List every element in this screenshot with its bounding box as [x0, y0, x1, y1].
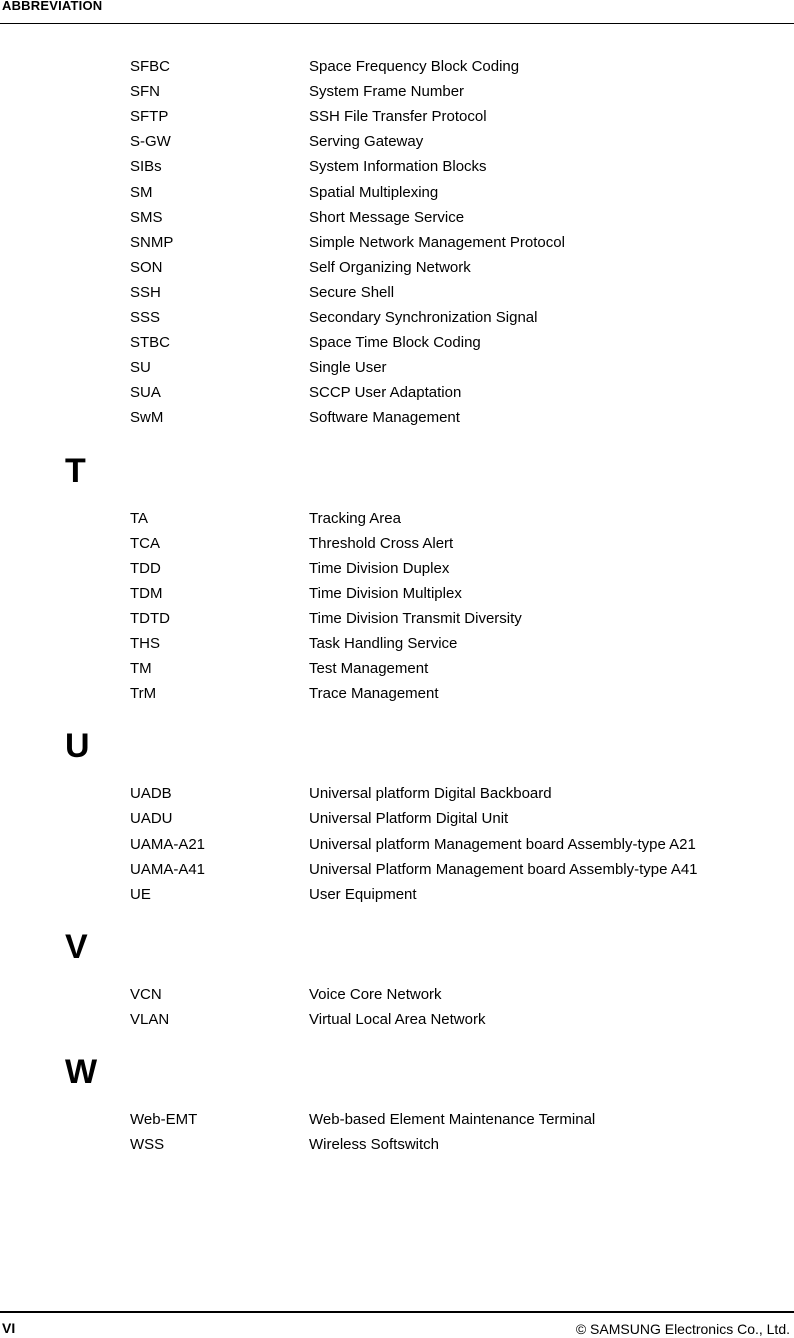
abbreviation: STBC — [130, 334, 171, 352]
abbreviation: SFBC — [130, 58, 171, 75]
abbreviation-entry — [0, 383, 794, 403]
abbreviation: SMS — [130, 208, 163, 226]
abbreviation: TrM — [130, 685, 157, 703]
abbreviation-meaning: Space Time Block Coding — [309, 334, 481, 352]
section-letter: T — [65, 451, 86, 490]
abbreviation: TDM — [130, 584, 163, 602]
abbreviation-entry — [0, 358, 794, 378]
abbreviation-entry — [0, 860, 794, 880]
abbreviation-entry — [0, 333, 794, 353]
abbreviation: SFN — [130, 83, 160, 101]
abbreviation-entry — [0, 233, 794, 253]
abbreviation-meaning: Software Management — [309, 409, 460, 427]
abbreviation-meaning: Self Organizing Network — [309, 258, 471, 276]
abbreviation-entry — [0, 684, 794, 704]
section-letter: V — [65, 927, 88, 966]
abbreviation-meaning: Test Management — [309, 660, 429, 678]
page-number: VI — [2, 1320, 16, 1336]
abbreviation-meaning: Trace Management — [309, 685, 439, 703]
abbreviation-entry — [0, 107, 794, 127]
abbreviation-entry — [0, 634, 794, 654]
abbreviation-entry — [0, 408, 794, 428]
abbreviation-meaning: Time Division Transmit Diversity — [309, 609, 522, 627]
abbreviation-meaning: Spatial Multiplexing — [309, 183, 439, 201]
abbreviation-entry — [0, 1135, 794, 1155]
abbreviation: TA — [130, 509, 149, 527]
abbreviation-entry — [0, 208, 794, 228]
abbreviation-entry — [0, 559, 794, 579]
abbreviation: SUA — [130, 384, 161, 402]
abbreviation-entry — [0, 584, 794, 604]
abbreviation-meaning: Wireless Softswitch — [309, 1136, 440, 1154]
abbreviation-meaning: SSH File Transfer Protocol — [309, 108, 487, 126]
section-letter: U — [65, 727, 90, 766]
abbreviation-meaning: Simple Network Management Protocol — [309, 233, 565, 251]
abbreviation-entry — [0, 183, 794, 203]
abbreviation: Web-EMT — [130, 1111, 198, 1128]
abbreviation-meaning: Universal Platform Management board Assembly-type A41 — [309, 860, 698, 878]
abbreviation: TDTD — [130, 609, 170, 627]
abbreviation-entry — [0, 258, 794, 278]
abbreviation: SM — [130, 183, 153, 201]
abbreviation-meaning: Single User — [309, 359, 387, 377]
abbreviation-meaning: Universal platform Management board Assembly-type A21 — [309, 835, 696, 853]
abbreviation-meaning: Secure Shell — [309, 283, 395, 301]
abbreviation-entry — [0, 308, 794, 328]
abbreviation-meaning: Threshold Cross Alert — [309, 534, 454, 552]
abbreviation: VLAN — [130, 1010, 170, 1028]
abbreviation: SwM — [130, 409, 164, 427]
abbreviation-meaning: Time Division Duplex — [309, 559, 450, 577]
abbreviation: UAMA-A41 — [130, 860, 206, 878]
abbreviation-meaning: Short Message Service — [309, 208, 465, 226]
abbreviation-entry — [0, 784, 794, 804]
abbreviation-entry — [0, 132, 794, 152]
abbreviation-entry — [0, 283, 794, 303]
abbreviation-meaning: Task Handling Service — [309, 635, 458, 652]
abbreviation-meaning: Time Division Multiplex — [309, 584, 462, 602]
abbreviation: TM — [130, 660, 152, 678]
abbreviation-entry — [0, 509, 794, 529]
abbreviation: SON — [130, 258, 163, 276]
abbreviation: TDD — [130, 559, 161, 577]
abbreviation: UADU — [130, 810, 173, 828]
abbreviation-entry — [0, 609, 794, 629]
abbreviation-meaning: Voice Core Network — [309, 985, 442, 1003]
abbreviation-meaning: Secondary Synchronization Signal — [309, 309, 538, 326]
abbreviation-meaning: Space Frequency Block Coding — [309, 58, 520, 75]
abbreviation-meaning: Universal platform Digital Backboard — [309, 785, 552, 803]
abbreviation: UADB — [130, 785, 172, 803]
abbreviation-meaning: System Frame Number — [309, 83, 465, 101]
abbreviation: SSS — [130, 309, 161, 326]
abbreviation: VCN — [130, 985, 162, 1003]
abbreviation: UE — [130, 885, 151, 903]
page-footer — [0, 1311, 794, 1338]
abbreviation-entry — [0, 1110, 794, 1130]
abbreviation-meaning: SCCP User Adaptation — [309, 384, 462, 402]
abbreviation: THS — [130, 635, 160, 652]
abbreviation: SU — [130, 359, 151, 377]
abbreviation-meaning: Virtual Local Area Network — [309, 1010, 486, 1028]
abbreviation-meaning: Universal Platform Digital Unit — [309, 810, 509, 828]
abbreviation-entry — [0, 534, 794, 554]
section-letter: W — [65, 1053, 98, 1091]
abbreviation-entry — [0, 809, 794, 829]
page-header-title: ABBREVIATION — [2, 0, 103, 13]
abbreviation-entry — [0, 985, 794, 1005]
abbreviation: TCA — [130, 534, 160, 552]
abbreviation: SNMP — [130, 233, 174, 251]
abbreviation-meaning: User Equipment — [309, 885, 417, 903]
abbreviation: SFTP — [130, 108, 169, 126]
abbreviation: SSH — [130, 283, 161, 301]
abbreviation-meaning: Tracking Area — [309, 509, 401, 527]
abbreviation-meaning: Serving Gateway — [309, 133, 424, 151]
abbreviation: S-GW — [130, 133, 171, 151]
abbreviation-meaning: System Information Blocks — [309, 158, 487, 176]
abbreviation-entry — [0, 157, 794, 177]
abbreviation-entry — [0, 659, 794, 679]
abbreviation-entry — [0, 1010, 794, 1030]
abbreviation: WSS — [130, 1136, 165, 1154]
abbreviation-entry — [0, 82, 794, 102]
abbreviation-entry — [0, 835, 794, 855]
abbreviation-meaning: Web-based Element Maintenance Terminal — [309, 1111, 596, 1128]
abbreviation: UAMA-A21 — [130, 835, 206, 853]
abbreviation-entry — [0, 57, 794, 77]
page-header — [0, 0, 794, 24]
copyright-notice: © SAMSUNG Electronics Co., Ltd. — [575, 1321, 790, 1337]
abbreviation: SIBs — [130, 158, 162, 176]
abbreviation-entry — [0, 885, 794, 905]
